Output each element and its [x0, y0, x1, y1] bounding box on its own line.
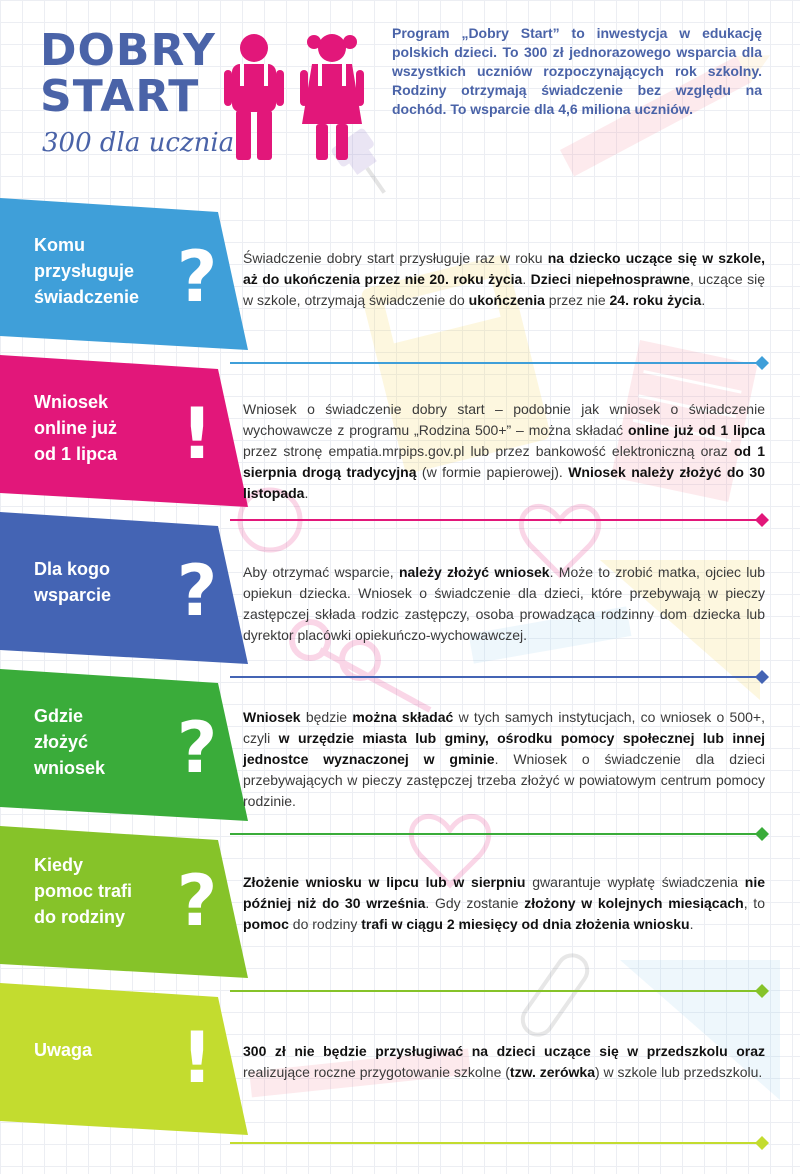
- question-mark-icon: ?: [176, 236, 218, 318]
- text-run: . Wniosek o świadczenie dla dzieci przebywających w pieczy zastępczej trzeba złożyć w powiatowym centrum pomocy rodzinie.: [243, 751, 766, 809]
- text-run: przez stronę empatia.mrpips.gov.pl lub przez bankowość elektroniczną oraz: [243, 443, 734, 459]
- title-line: świadczenie: [34, 287, 140, 307]
- section-gdzie: [0, 669, 800, 829]
- text-run: do rodziny: [288, 916, 362, 932]
- title-line: Uwaga: [34, 1040, 93, 1060]
- logo-subtitle: 300 dla ucznia: [42, 128, 235, 158]
- section-title: [34, 556, 164, 608]
- section-komu: [0, 198, 800, 358]
- boy-icon: [224, 34, 284, 160]
- kids-illustration: [222, 30, 372, 170]
- text-run: , to: [743, 895, 765, 911]
- section-description: [243, 1041, 765, 1083]
- title-line: złożyć: [34, 732, 89, 752]
- section-uwaga: [0, 983, 800, 1143]
- title-line: pomoc trafi: [34, 881, 133, 901]
- text-run: .: [689, 916, 694, 932]
- text-run: (w formie papierowej).: [416, 464, 569, 480]
- title-line: przysługuje: [34, 261, 135, 281]
- title-line: online już: [34, 418, 117, 438]
- text-run: Aby otrzymać wsparcie,: [243, 564, 399, 580]
- text-run: .: [304, 485, 309, 501]
- bold-text-run: trafi w ciągu 2 miesięcy od dnia złożenia wniosku: [361, 916, 690, 932]
- section-description: [243, 562, 765, 646]
- bold-text-run: 300 zł nie będzie przysługiwać na dzieci uczące się w przedszkolu oraz: [243, 1043, 765, 1059]
- question-mark-icon: ?: [176, 860, 218, 942]
- bold-text-run: Wniosek należy złożyć do 30 listopada: [243, 464, 765, 501]
- bold-text-run: 24. roku życia: [609, 292, 702, 308]
- diamond-marker-icon: [755, 1136, 769, 1150]
- bold-text-run: Dzieci niepełnosprawne: [530, 271, 690, 287]
- text-run: przez nie: [544, 292, 610, 308]
- title-line: Dla kogo: [34, 559, 111, 579]
- text-run: Świadczenie dobry start przysługuje raz w roku: [243, 250, 548, 266]
- title-line: od 1 lipca: [34, 444, 118, 464]
- bold-text-run: można składać: [352, 709, 454, 725]
- bold-text-run: pomoc: [243, 916, 289, 932]
- text-run: , uczące się w szkole, otrzymają świadczenie do: [243, 271, 765, 308]
- text-run: .: [522, 271, 531, 287]
- header: [0, 0, 800, 190]
- text-run: ) w szkole lub przedszkolu.: [594, 1064, 763, 1080]
- title-line: wsparcie: [34, 585, 112, 605]
- bold-text-run: należy złożyć wniosek: [398, 564, 550, 580]
- bold-text-run: Wniosek: [243, 709, 301, 725]
- bold-text-run: w urzędzie miasta lub gminy, ośrodku pomocy społecznej lub innej jednostce wyznaczonej w gminie: [243, 730, 765, 767]
- girl-icon: [300, 34, 364, 160]
- section-kiedy: [0, 826, 800, 986]
- exclamation-mark-icon: !: [181, 393, 213, 475]
- title-line: do rodziny: [34, 907, 125, 927]
- section-description: [243, 872, 765, 935]
- bold-text-run: ukończenia: [468, 292, 545, 308]
- bold-text-run: na dziecko uczące się w szkole, aż do ukończenia przez nie 20. roku życia: [243, 250, 765, 287]
- text-run: realizujące roczne przygotowanie szkolne (: [243, 1064, 510, 1080]
- exclamation-mark-icon: !: [181, 1017, 213, 1099]
- title-line: Komu: [34, 235, 85, 255]
- section-title: [34, 852, 164, 930]
- bold-text-run: Złożenie wniosku w lipcu lub w sierpniu: [243, 874, 526, 890]
- bold-text-run: tzw. zerówka: [509, 1064, 595, 1080]
- text-run: .: [701, 292, 706, 308]
- bold-text-run: nie później niż do 30 września: [243, 874, 766, 911]
- section-title: [34, 232, 164, 310]
- question-mark-icon: ?: [176, 707, 218, 789]
- text-run: będzie: [300, 709, 353, 725]
- section-title: [34, 1037, 164, 1063]
- title-line: wniosek: [34, 758, 106, 778]
- section-divider: [0, 1133, 800, 1153]
- section-title: [34, 389, 164, 467]
- text-run: gwarantuje wypłatę świadczenia: [525, 874, 745, 890]
- intro-text: Program „Dobry Start” to inwestycja w edukację polskich dzieci. To 300 zł jednorazowego wsparcia dla wszystkich uczniów rozpoczynających rok szkolny. Rodziny otrzymają świadczenie bez względu na dochód. To wsparcie dla 4,6 miliona uczniów.: [392, 25, 762, 117]
- text-run: Wniosek o świadczenie dobry start – podobnie jak wniosek o świadczenie wychowawcze z programu „Rodzina 500+” – można składać: [243, 401, 765, 438]
- text-run: . Gdy zostanie: [425, 895, 525, 911]
- section-title: [34, 703, 164, 781]
- section-description: [243, 707, 765, 812]
- title-line: START: [40, 71, 200, 122]
- question-mark-icon: ?: [176, 550, 218, 632]
- section-description: [243, 399, 765, 504]
- title-line: Gdzie: [34, 706, 84, 726]
- section-wniosek-online: [0, 355, 800, 515]
- logo-title: [40, 25, 216, 122]
- section-description: [243, 248, 765, 311]
- text-run: w tych samych instytucjach, co wniosek o 500+, czyli: [243, 709, 765, 746]
- title-line: DOBRY: [40, 25, 216, 76]
- bold-text-run: złożony w kolejnych miesiącach: [524, 895, 744, 911]
- title-line: Kiedy: [34, 855, 84, 875]
- bold-text-run: od 1 sierpnia drogą tradycyjną: [243, 443, 765, 480]
- text-run: . Może to zrobić matka, ojciec lub opiekun dziecka. Wniosek o świadczenie dla dzieci, które przebywają w pieczy zastępczej składa rodzic zastępczy, osoba prowadząca rodzinny dom dziecka lub dyrektor placówki opiekuńczo-wychowawczej.: [243, 564, 765, 643]
- bold-text-run: online już od 1 lipca: [628, 422, 766, 438]
- title-line: Wniosek: [34, 392, 109, 412]
- section-dla-kogo: [0, 512, 800, 672]
